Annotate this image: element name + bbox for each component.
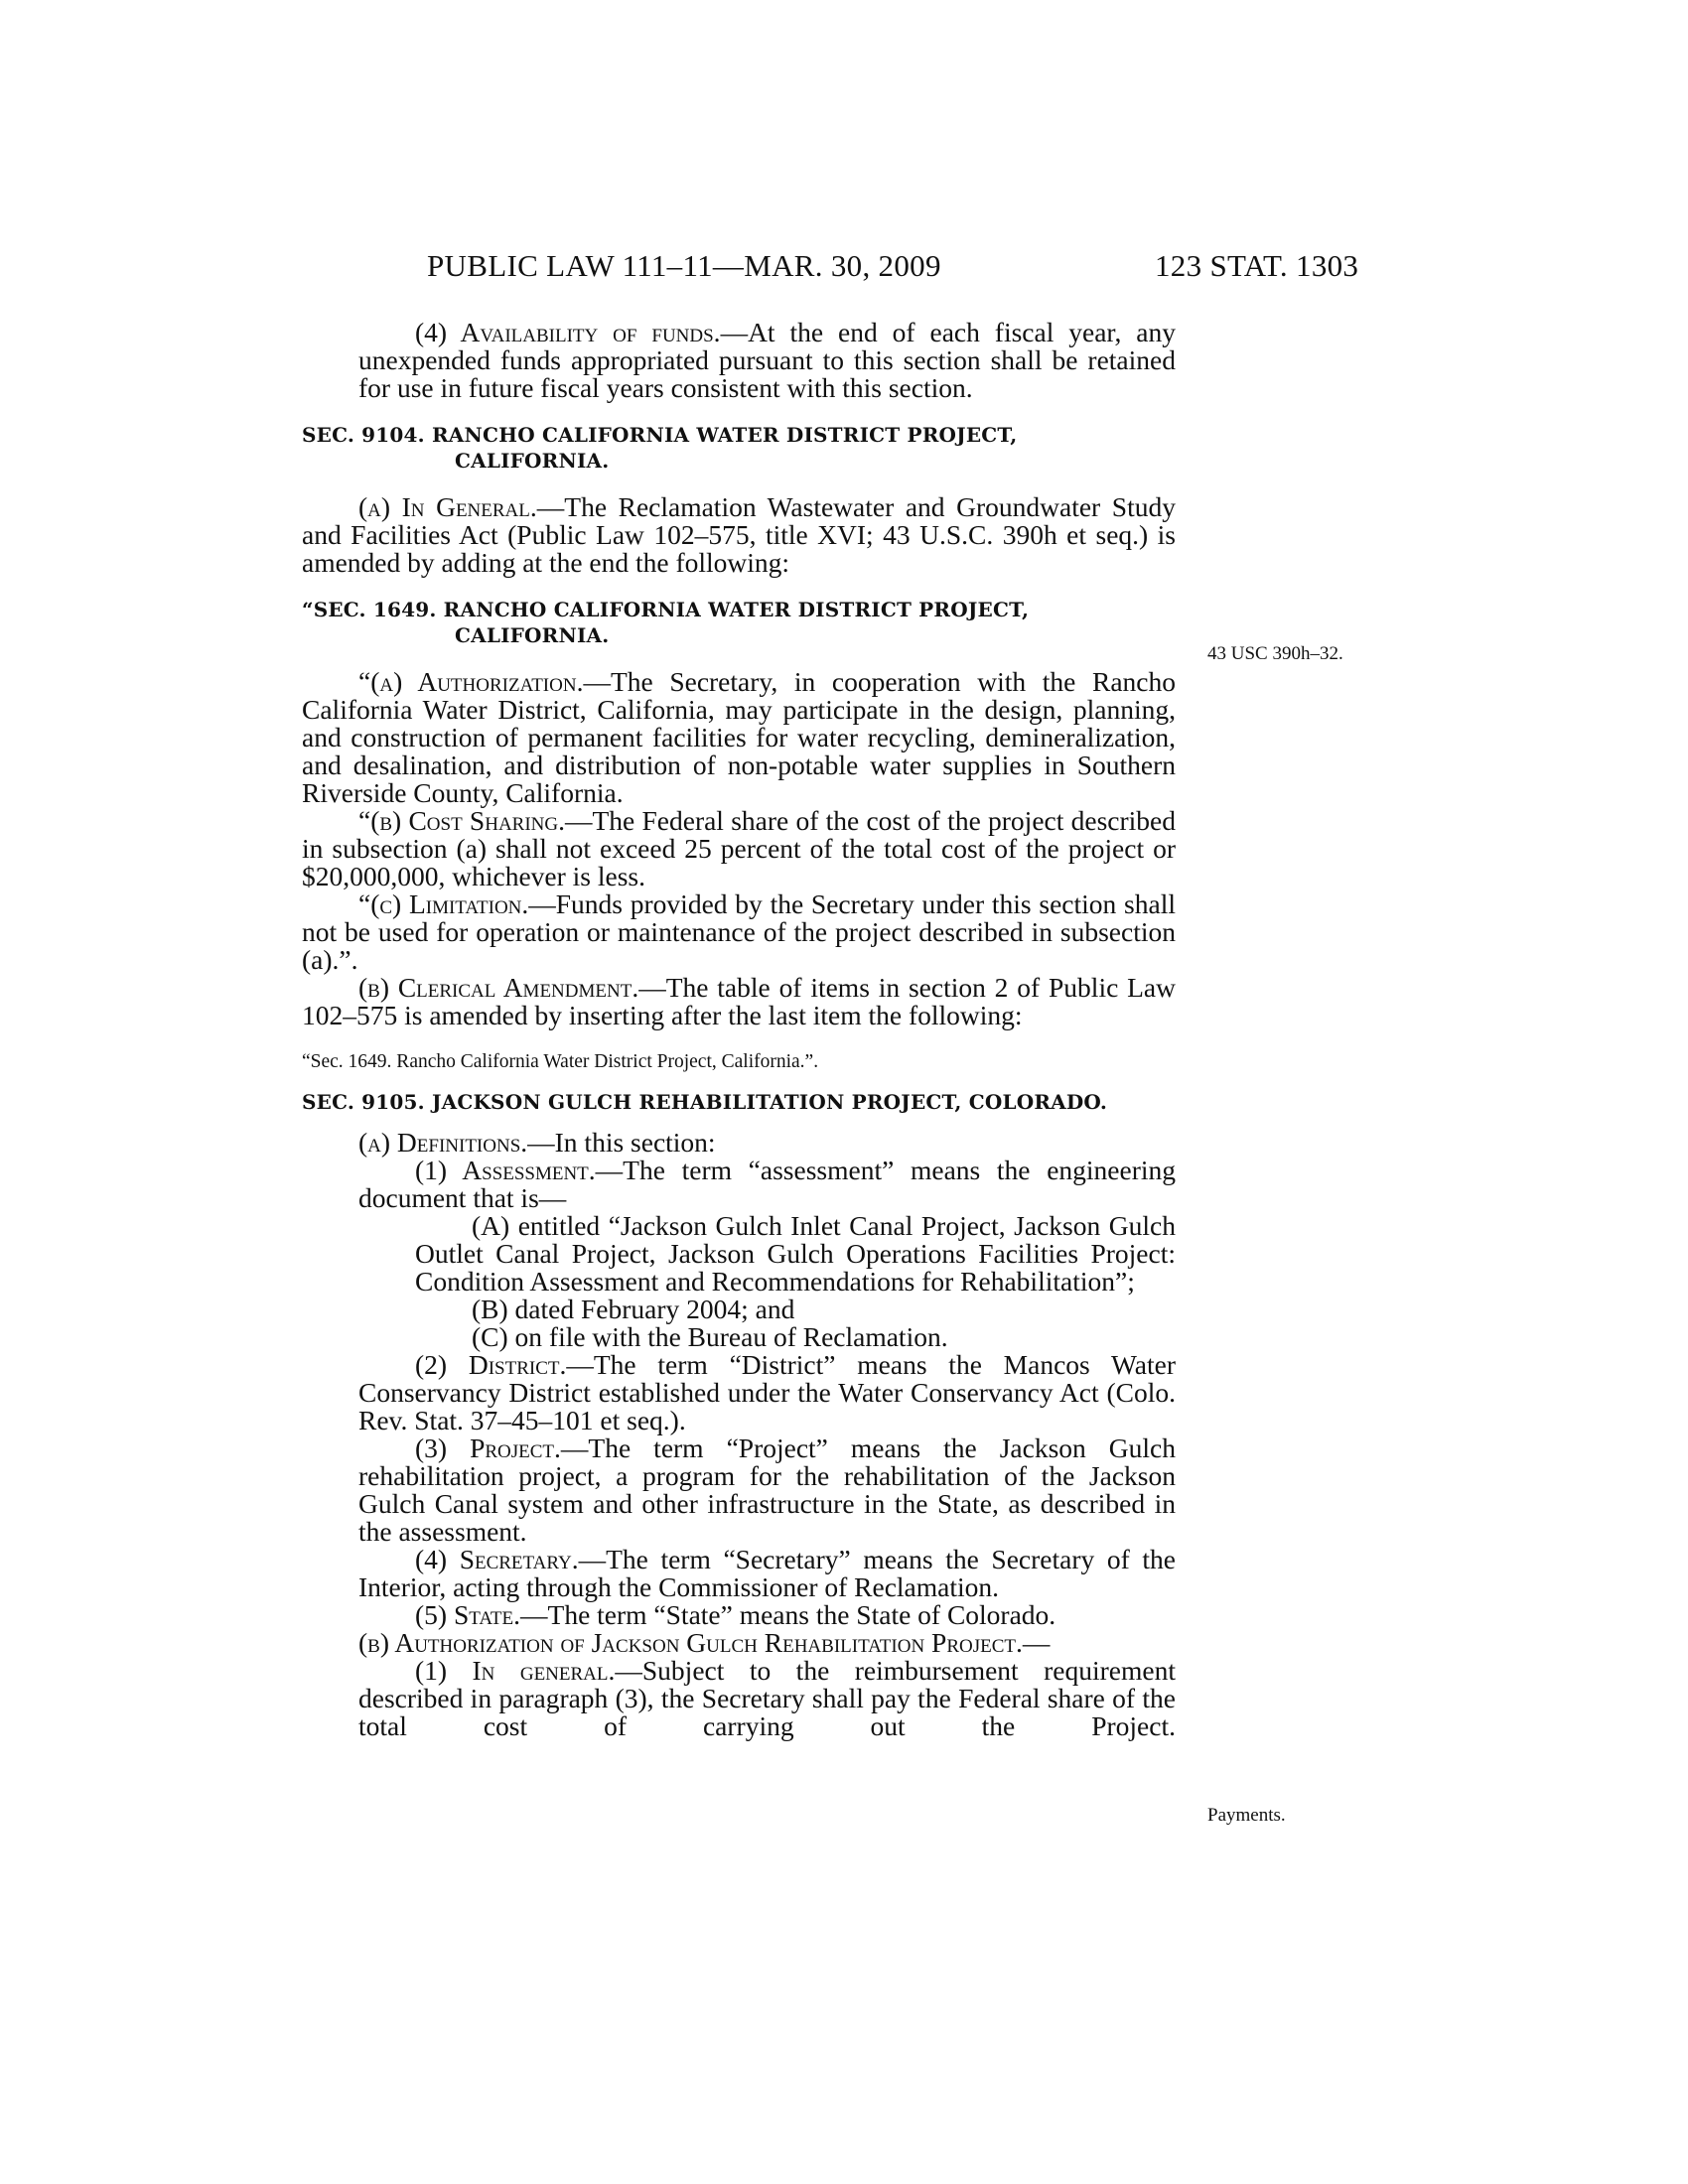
paragraph-in-general-payments (302, 1657, 1176, 1740)
paragraph-heading: (a) In General. (358, 491, 537, 522)
paragraph-heading: (3) Project. (415, 1433, 561, 1463)
paragraph-text: —The term “Project” means the Jackson Gulch rehabilitation project, a program for the rehabilitation of the Jackson Gulch Canal system and other infrastructure in the State, as described in the assessment. (358, 1433, 1176, 1547)
paragraph-text: — (1022, 1627, 1051, 1658)
definition-state (302, 1601, 1176, 1629)
subparagraph-c: (C) on file with the Bureau of Reclamation. (472, 1321, 948, 1352)
page-body (302, 319, 1176, 1740)
paragraph-text: —At the end of each fiscal year, any unexpended funds appropriated pursuant to this section shall be retained for use in future fiscal years consistent with this section. (358, 317, 1176, 403)
margin-note-payments: Payments. (1207, 1805, 1286, 1826)
paragraph-definitions (302, 1129, 1176, 1157)
subparagraph-a: (A) entitled “Jackson Gulch Inlet Canal Project, Jackson Gulch Outlet Canal Project, Jackson Gulch Operations Facilities Project: Condition Assessment and Recommendations for Rehabilitation”; (415, 1210, 1176, 1297)
paragraph-text: —Subject to the reimbursement requirement described in paragraph (3), the Secretary shall pay the Federal share of the total cost of carrying out the Project. (358, 1655, 1176, 1741)
paragraph-text: —The term “State” means the State of Colorado. (520, 1599, 1056, 1630)
running-header-stat: 123 STAT. 1303 (1155, 248, 1359, 283)
paragraph-availability-of-funds (302, 319, 1176, 402)
margin-note-usc: 43 USC 390h–32. (1207, 643, 1343, 664)
paragraph-heading: (2) District. (415, 1349, 567, 1380)
paragraph-text: —Funds provided by the Secretary under this section shall not be used for operation or maintenance of the project described in subsection (a).”. (302, 888, 1176, 975)
definition-project (302, 1434, 1176, 1546)
paragraph-heading: (b) Clerical Amendment. (358, 972, 639, 1003)
paragraph-authorization (302, 668, 1176, 807)
paragraph-heading: (b) Authorization of Jackson Gulch Rehabilitation Project. (358, 1627, 1023, 1658)
paragraph-limitation (302, 890, 1176, 974)
definition-secretary (302, 1546, 1176, 1601)
running-header-title: PUBLIC LAW 111–11—MAR. 30, 2009 (427, 248, 941, 283)
paragraph-heading: “(b) Cost Sharing. (358, 805, 565, 836)
paragraph-heading: (4) Availability of funds. (415, 317, 721, 347)
paragraph-heading: (4) Secretary. (415, 1544, 579, 1574)
paragraph-heading: (1) In general. (415, 1655, 616, 1686)
section-heading-1649: “SEC. 1649. RANCHO CALIFORNIA WATER DISTRICT PROJECT, CALIFORNIA. (302, 598, 1030, 647)
subparagraph-b: (B) dated February 2004; and (472, 1294, 795, 1324)
paragraph-heading: (a) Definitions. (358, 1127, 528, 1158)
definition-assessment (302, 1157, 1176, 1212)
paragraph-clerical-amendment (302, 974, 1176, 1029)
table-of-items-entry: “Sec. 1649. Rancho California Water District Project, California.”. (302, 1051, 819, 1072)
paragraph-text: —The term “assessment” means the engineering document that is— (358, 1155, 1177, 1213)
paragraph-text: —The Secretary, in cooperation with the Rancho California Water District, California, may participate in the design, planning, and construction of permanent facilities for water recycling, demineralization, and desalination, and distribution of non-potable water supplies in Southern Riverside County, California. (302, 666, 1177, 808)
paragraph-text: —In this section: (527, 1127, 716, 1158)
paragraph-cost-sharing (302, 807, 1176, 890)
paragraph-heading: “(a) Authorization. (358, 666, 584, 697)
paragraph-text: —The term “District” means the Mancos Water Conservancy District established under the Water Conservancy Act (Colo. Rev. Stat. 37–45–101 et seq.). (358, 1349, 1176, 1435)
paragraph-authorization-jackson-gulch (302, 1629, 1176, 1657)
definition-district (302, 1351, 1176, 1434)
paragraph-text: —The Federal share of the cost of the project described in subsection (a) shall not exceed 25 percent of the total cost of the project or $20,000,000, whichever is less. (302, 805, 1176, 891)
paragraph-in-general (302, 493, 1176, 577)
section-heading-9104: SEC. 9104. RANCHO CALIFORNIA WATER DISTRICT PROJECT, CALIFORNIA. (302, 423, 1018, 473)
paragraph-heading: (5) State. (415, 1599, 521, 1630)
paragraph-heading: “(c) Limitation. (358, 888, 529, 919)
paragraph-text: —The Reclamation Wastewater and Groundwater Study and Facilities Act (Public Law 102–575, title XVI; 43 U.S.C. 390h et seq.) is amended by adding at the end the following: (302, 491, 1176, 578)
paragraph-heading: (1) Assessment. (415, 1155, 596, 1185)
paragraph-text: —The term “Secretary” means the Secretary of the Interior, acting through the Commissioner of Reclamation. (358, 1544, 1176, 1602)
paragraph-text: —The table of items in section 2 of Public Law 102–575 is amended by inserting after the last item the following: (302, 972, 1176, 1030)
section-heading-9105: SEC. 9105. JACKSON GULCH REHABILITATION PROJECT, COLORADO. (302, 1090, 1108, 1114)
